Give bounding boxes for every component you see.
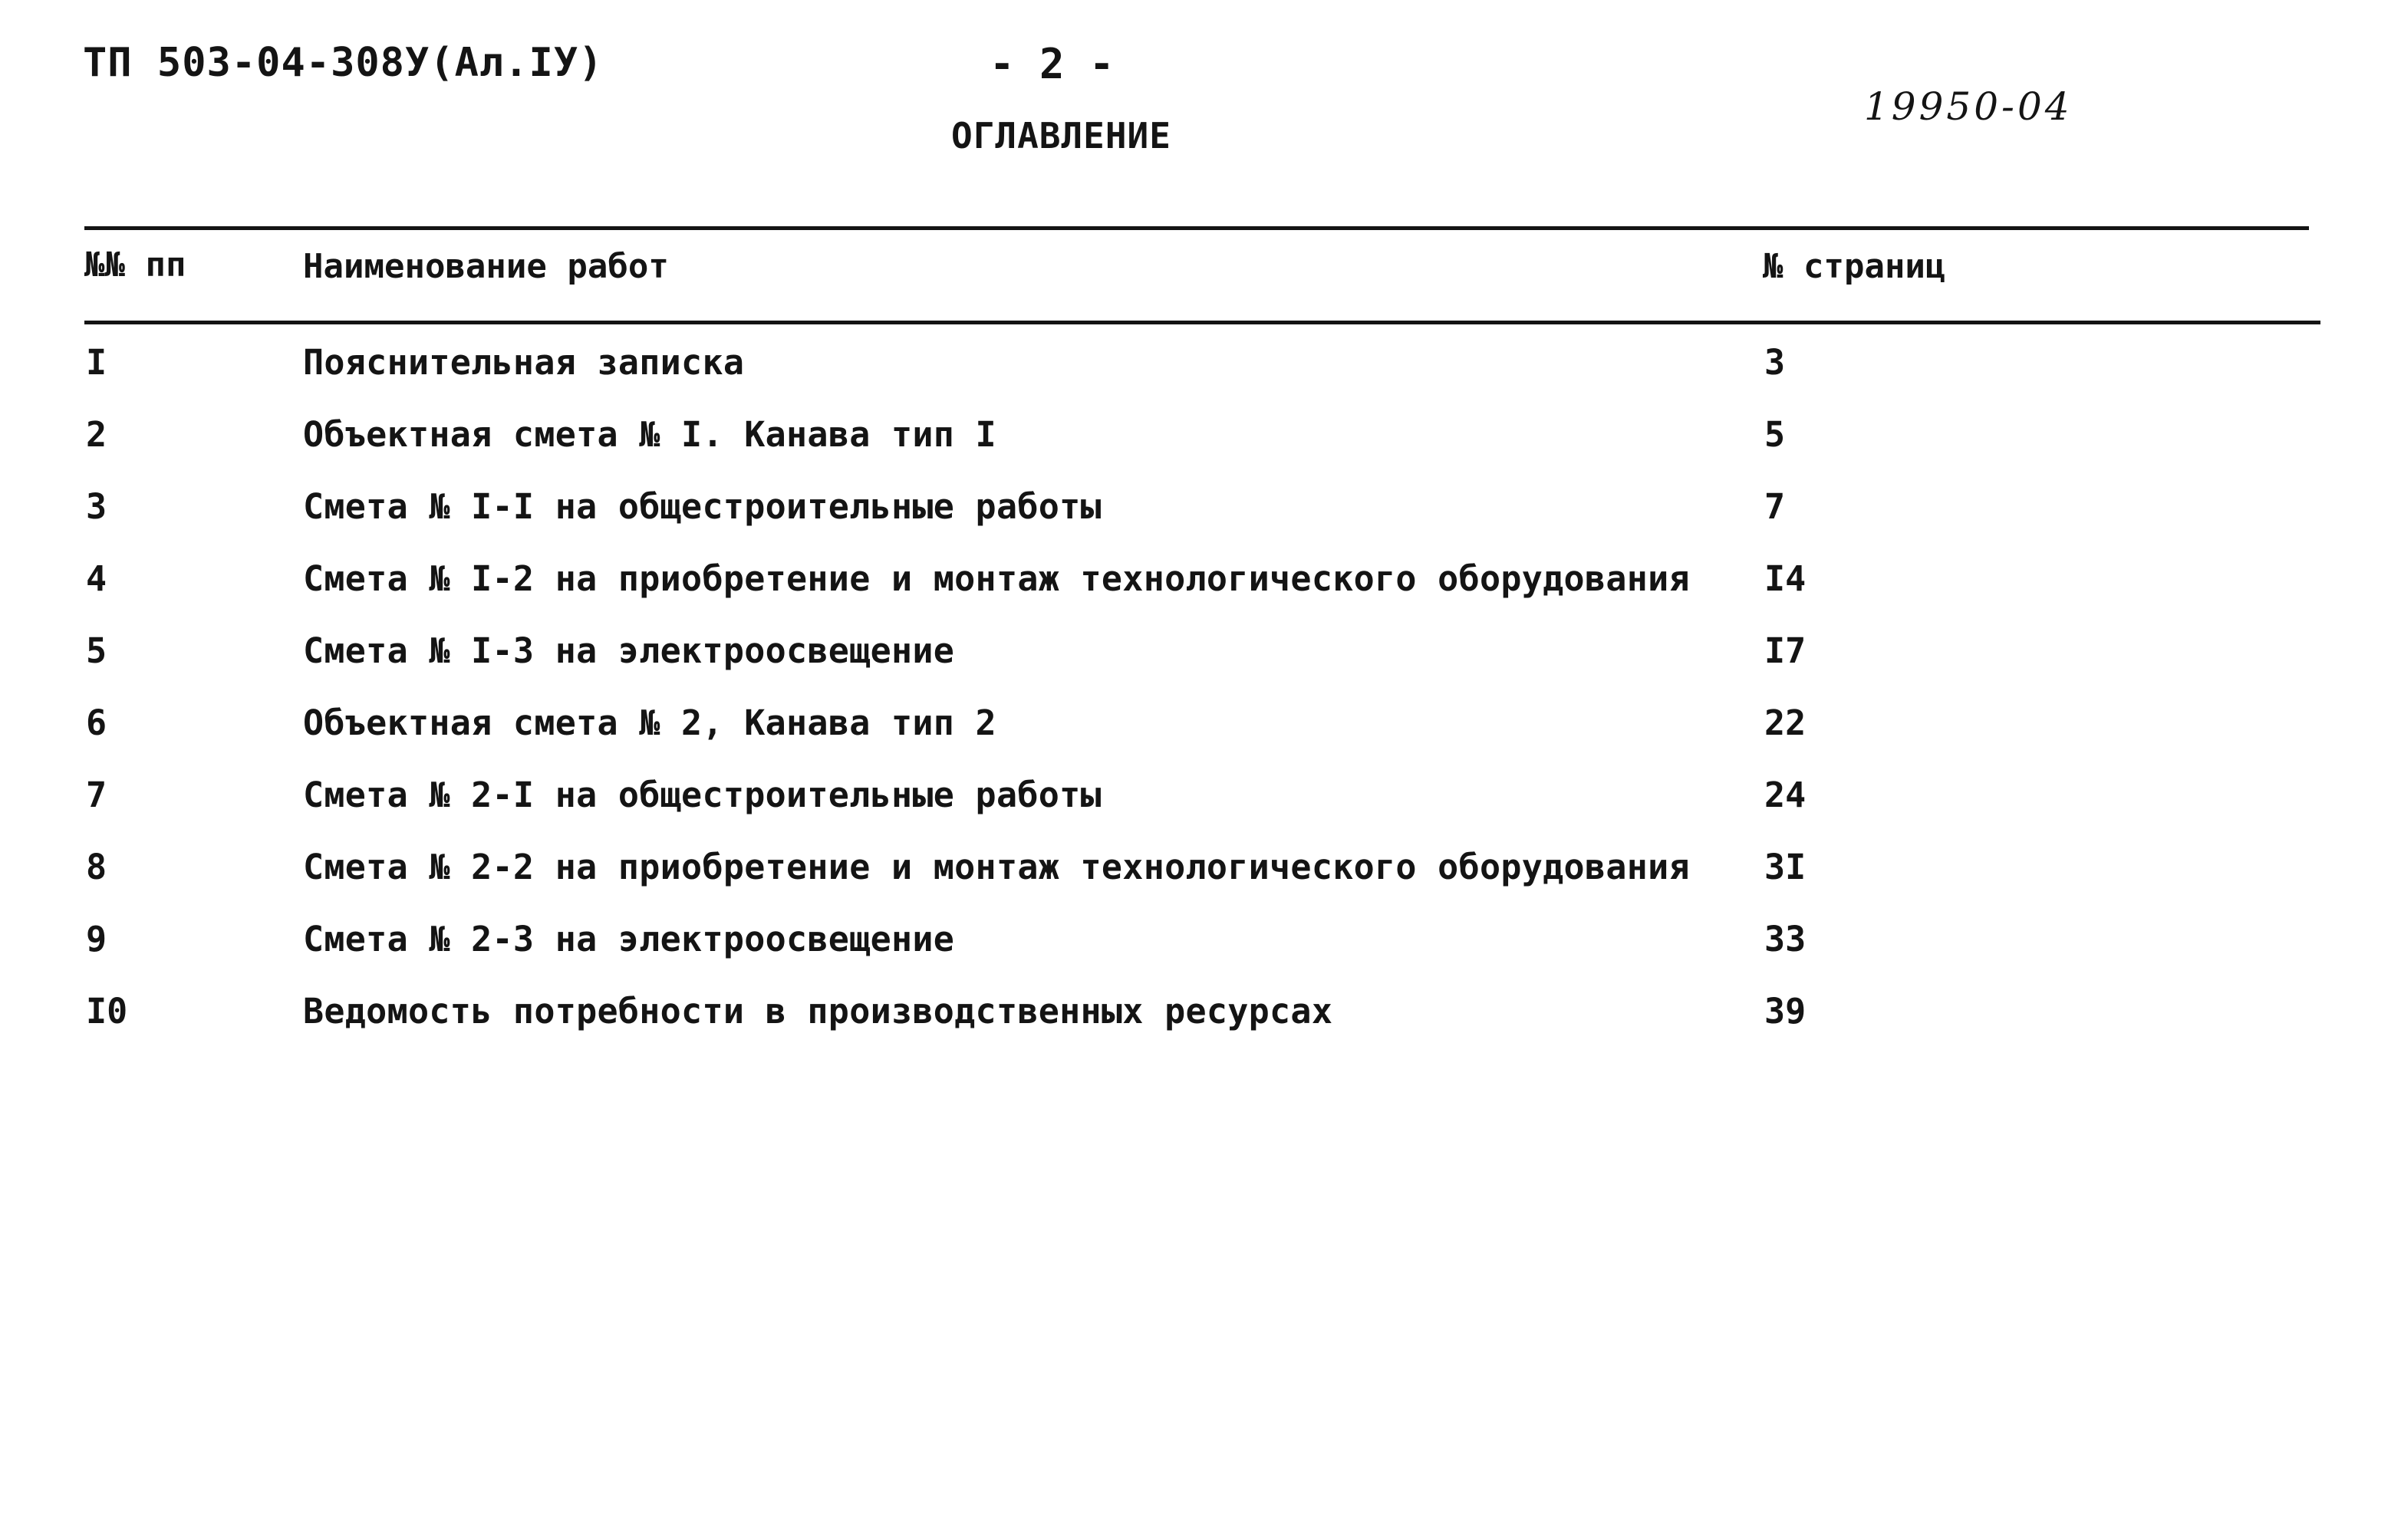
toc-row-title: Смета № I-2 на приобретение и монтаж технологического оборудования <box>303 558 1690 599</box>
toc-row-title: Смета № I-3 на электроосвещение <box>303 630 955 671</box>
page-number: - 2 - <box>990 40 1115 88</box>
table-top-rule <box>84 226 2309 230</box>
toc-row-title: Ведомость потребности в производственных ресурсах <box>303 991 1333 1032</box>
toc-row-page: 33 <box>1764 919 1807 959</box>
toc-row-page: 5 <box>1764 414 1786 455</box>
toc-row <box>0 545 2401 617</box>
toc-row-number: 7 <box>86 775 107 815</box>
toc-row-number: 9 <box>86 919 107 959</box>
toc-row-page: 22 <box>1764 703 1807 743</box>
toc-row-number: I0 <box>86 991 128 1032</box>
document-code: ТП 503-04-308У(Ал.IУ) <box>83 40 604 86</box>
table-header-rule <box>84 321 2320 324</box>
toc-row-title: Смета № 2-I на общестроительные работы <box>303 775 1102 815</box>
toc-row <box>0 328 2401 400</box>
toc-row-page: I4 <box>1764 558 1807 599</box>
toc-row-title: Смета № 2-3 на электроосвещение <box>303 919 955 959</box>
toc-row-number: 5 <box>86 630 107 671</box>
toc-row <box>0 689 2401 761</box>
column-header-number: №№ пп <box>84 245 186 285</box>
page-title: ОГЛАВЛЕНИЕ <box>951 115 1171 156</box>
toc-row-number: 3 <box>86 486 107 527</box>
toc-row-number: 6 <box>86 703 107 743</box>
column-header-page: № страниц <box>1763 247 1946 286</box>
toc-row-number: 2 <box>86 414 107 455</box>
toc-row-number: 4 <box>86 558 107 599</box>
toc-list <box>0 328 2401 1049</box>
toc-row-page: I7 <box>1764 630 1807 671</box>
toc-row <box>0 977 2401 1049</box>
toc-row <box>0 617 2401 689</box>
toc-row-title: Объектная смета № 2, Канава тип 2 <box>303 703 996 743</box>
toc-row-title: Объектная смета № I. Канава тип I <box>303 414 996 455</box>
toc-row <box>0 472 2401 545</box>
toc-row-page: 39 <box>1764 991 1807 1032</box>
toc-row <box>0 400 2401 472</box>
toc-row-number: I <box>86 342 107 383</box>
column-header-name: Наименование работ <box>303 247 669 286</box>
toc-row-title: Смета № I-I на общестроительные работы <box>303 486 1102 527</box>
toc-row-page: 7 <box>1764 486 1786 527</box>
toc-row-number: 8 <box>86 847 107 887</box>
toc-row-page: 3I <box>1764 847 1807 887</box>
archive-number: 19950-04 <box>1864 84 2073 129</box>
toc-row-page: 3 <box>1764 342 1786 383</box>
toc-row <box>0 761 2401 833</box>
toc-row <box>0 833 2401 905</box>
toc-row <box>0 905 2401 977</box>
toc-row-title: Пояснительная записка <box>303 342 745 383</box>
toc-row-page: 24 <box>1764 775 1807 815</box>
toc-row-title: Смета № 2-2 на приобретение и монтаж технологического оборудования <box>303 847 1690 887</box>
